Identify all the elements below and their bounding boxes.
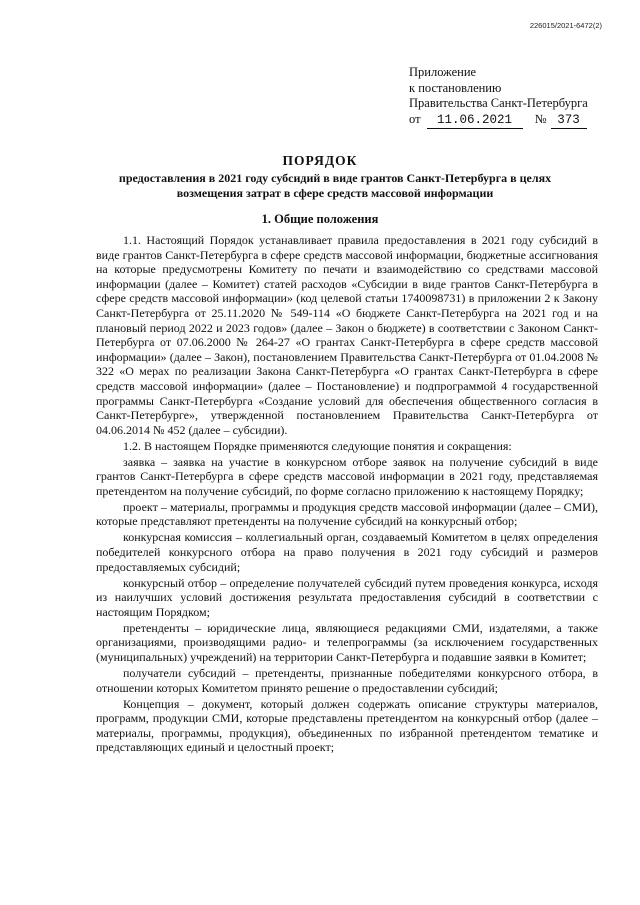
document-body [96, 233, 598, 756]
resolution-number: 373 [551, 113, 587, 130]
document-title: ПОРЯДОК [282, 153, 358, 168]
paragraph: Концепция – документ, который должен содержать описание структуры материалов, программ, продукции СМИ, которые представлены претендентом на конкурсный отбор (далее – материалы, программы, продукция), объединенных по избранной претендентом тематике и представляющих единый и целостный проект; [96, 696, 598, 755]
appendix-line: к постановлению [409, 80, 502, 95]
paragraph: 1.2. В настоящем Порядке применяются следующие понятия и сокращения: [123, 438, 512, 453]
paragraph: проект – материалы, программы и продукция средств массовой информации (далее – СМИ), которые представляют претенденты на получение субсидий на конкурсный отбор; [96, 499, 598, 529]
number-label: № [534, 111, 547, 126]
appendix-line: Правительства Санкт-Петербурга [409, 96, 588, 110]
paragraph: 1.1. Настоящий Порядок устанавливает правила предоставления в 2021 году субсидий в виде грантов Санкт-Петербурга в сфере средств массовой информации, бюджетные ассигнования на которые предусмотрены Комитету по печати и взаимодействию со средствами массовой информации (далее – Комитет) статей расходов «Субсидии в виде грантов Санкт-Петербурга в сфере средств массовой информации» (код целевой статьи 1740098731) в приложении 2 к Закону Санкт-Петербурга от 25.11.2020 № 549-114 «О бюджете Санкт-Петербурга на 2021 год и на плановый период 2022 и 2023 годов» (далее – Закон о бюджете) в соответствии с Законом Санкт-Петербурга от 07.06.2000 № 264-27 «О грантах Санкт-Петербурга в сфере средств массовой информации» (далее – Закон), постановлением Правительства Санкт-Петербурга от 01.04.2008 № 322 «О мерах по реализации Закона Санкт-Петербурга «О грантах Санкт-Петербурга в сфере средств массовой информации» (далее – Постановление) и подпрограммой 4 государственной программы Санкт-Петербурга «Создание условий для обеспечения общественного согласия в Санкт-Петербурге», утвержденной постановлением Правительства Санкт-Петербурга от 04.06.2014 № 452 (далее – субсидии). [96, 233, 598, 437]
date-prefix: от [409, 111, 421, 126]
paragraph: конкурсная комиссия – коллегиальный орган, создаваемый Комитетом в целях определения победителей конкурсного отбора на право получения в 2021 году субсидий и размеров предоставляемых субсидий; [96, 530, 598, 574]
section-heading: 1. Общие положения [261, 212, 379, 226]
document-id: 226015/2021-6472(2) [529, 21, 602, 30]
paragraph: претенденты – юридические лица, являющиеся редакциями СМИ, издателями, а также организациями, производящими радио- и телепрограммы (за исключением государственных (муниципальных) учреждений) на территории Санкт-Петербурга и подавшие заявки в Комитет; [96, 620, 598, 664]
appendix-date-line [409, 112, 588, 130]
paragraph: заявка – заявка на участие в конкурсном отборе заявок на получение субсидий в виде грантов Санкт-Петербурга в сфере средств массовой информации в 2021 году, представляемая претендентом на получение субсидий, по форме согласно приложению к настоящему Порядку; [96, 454, 598, 498]
document-subtitle: предоставления в 2021 году субсидий в виде грантов Санкт-Петербурга в целях возмещения затрат в сфере средств массовой информации [118, 171, 552, 200]
resolution-date: 11.06.2021 [427, 113, 523, 130]
paragraph: получатели субсидий – претенденты, признанные победителями конкурсного отбора, в отношении которых Комитетом принято решение о предоставлении субсидий; [96, 665, 598, 695]
appendix-line: Приложение [409, 65, 477, 79]
paragraph: конкурсный отбор – определение получателей субсидий путем проведения конкурса, исходя из наилучших условий достижения результата предоставления субсидий в соответствии с настоящим Порядком; [96, 575, 598, 619]
appendix-block [409, 65, 588, 129]
